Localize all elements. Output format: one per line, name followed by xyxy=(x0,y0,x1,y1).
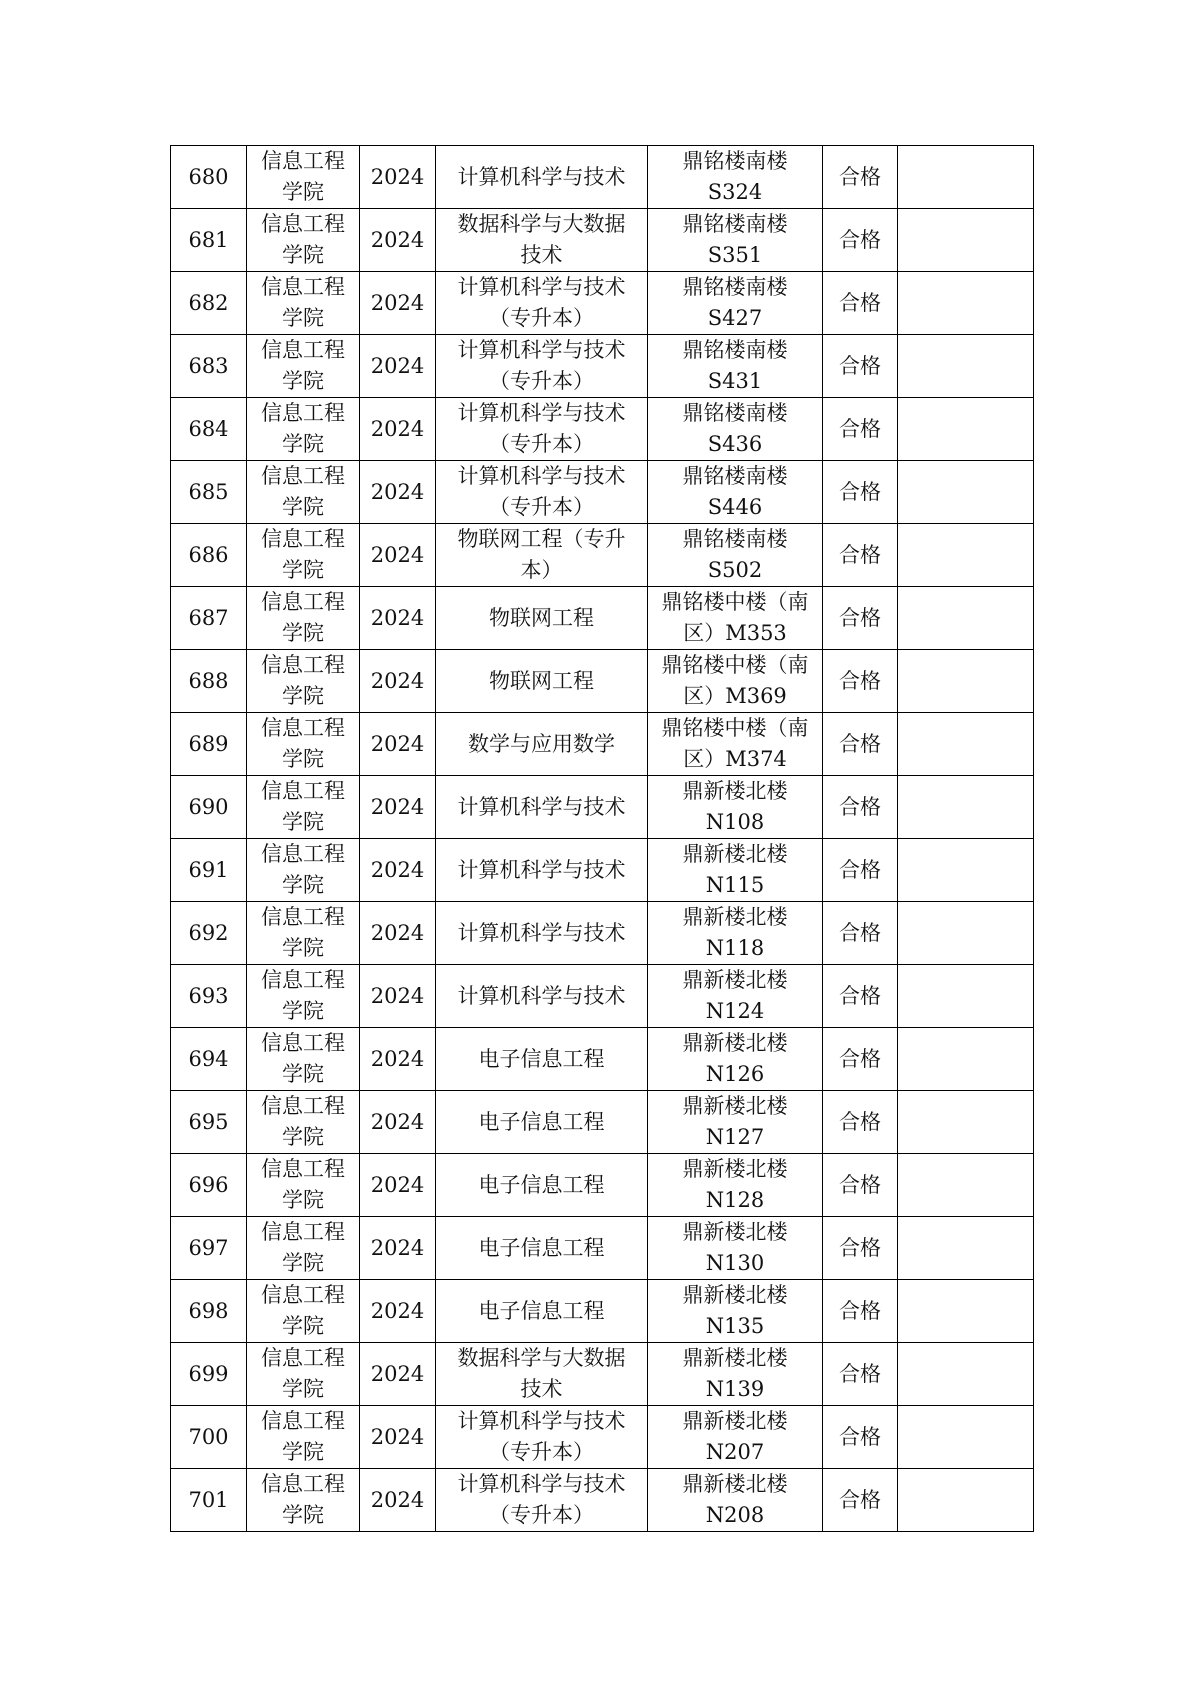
college-cell-line: 学院 xyxy=(282,1125,324,1149)
college-cell xyxy=(247,839,360,902)
remark-cell xyxy=(898,650,1034,713)
result-cell: 合格 xyxy=(823,524,898,587)
dorm-location-cell xyxy=(648,776,823,839)
table-row xyxy=(171,1154,1034,1217)
college-cell xyxy=(247,650,360,713)
dorm-location-cell-line: 鼎铭楼中楼（南 xyxy=(661,653,809,677)
year-cell: 2024 xyxy=(360,1091,436,1154)
result-cell: 合格 xyxy=(823,650,898,713)
year-cell: 2024 xyxy=(360,587,436,650)
dorm-location-cell-line: S427 xyxy=(707,306,763,330)
college-cell-line: 学院 xyxy=(282,747,324,771)
college-cell xyxy=(247,146,360,209)
remark-cell xyxy=(898,461,1034,524)
dorm-location-cell xyxy=(648,1343,823,1406)
dorm-location-cell-line: N128 xyxy=(705,1188,765,1212)
dorm-location-cell-line: S324 xyxy=(707,180,763,204)
college-cell xyxy=(247,209,360,272)
remark-cell xyxy=(898,1091,1034,1154)
college-cell-line: 学院 xyxy=(282,1251,324,1275)
college-cell-line: 学院 xyxy=(282,369,324,393)
dorm-location-cell xyxy=(648,1469,823,1532)
table-row xyxy=(171,1091,1034,1154)
major-cell xyxy=(436,1217,648,1280)
dorm-location-cell-line: S351 xyxy=(707,243,763,267)
year-cell: 2024 xyxy=(360,1406,436,1469)
remark-cell xyxy=(898,524,1034,587)
college-cell-line: 信息工程 xyxy=(261,212,345,236)
major-cell xyxy=(436,1154,648,1217)
dorm-location-cell xyxy=(648,1406,823,1469)
table-body xyxy=(171,146,1034,1532)
dorm-location-cell xyxy=(648,587,823,650)
dorm-location-cell xyxy=(648,209,823,272)
college-cell-line: 信息工程 xyxy=(261,1031,345,1055)
dorm-location-cell xyxy=(648,1028,823,1091)
college-cell-line: 学院 xyxy=(282,1503,324,1527)
major-cell-line: （专升本） xyxy=(489,1440,594,1464)
dorm-location-cell-line: 鼎新楼北楼 xyxy=(682,1157,788,1181)
row-number-cell: 680 xyxy=(171,146,247,209)
result-cell: 合格 xyxy=(823,272,898,335)
major-cell-line: 物联网工程 xyxy=(489,668,594,693)
college-cell xyxy=(247,524,360,587)
table-row xyxy=(171,272,1034,335)
row-number-cell: 685 xyxy=(171,461,247,524)
dorm-location-cell-line: N135 xyxy=(705,1314,765,1338)
college-cell-line: 学院 xyxy=(282,873,324,897)
major-cell xyxy=(436,209,648,272)
major-cell-line: 电子信息工程 xyxy=(478,1046,605,1071)
year-cell: 2024 xyxy=(360,650,436,713)
row-number-cell: 682 xyxy=(171,272,247,335)
dorm-location-cell-line: 鼎新楼北楼 xyxy=(682,1031,788,1055)
college-cell xyxy=(247,1343,360,1406)
result-cell: 合格 xyxy=(823,1217,898,1280)
table-row xyxy=(171,1406,1034,1469)
row-number-cell: 699 xyxy=(171,1343,247,1406)
row-number-cell: 688 xyxy=(171,650,247,713)
remark-cell xyxy=(898,398,1034,461)
major-cell-line: 计算机科学与技术 xyxy=(457,794,626,819)
year-cell: 2024 xyxy=(360,209,436,272)
major-cell-line: 计算机科学与技术 xyxy=(457,401,626,425)
college-cell-line: 信息工程 xyxy=(261,590,345,614)
remark-cell xyxy=(898,1469,1034,1532)
row-number-cell: 691 xyxy=(171,839,247,902)
year-cell: 2024 xyxy=(360,902,436,965)
dorm-location-cell xyxy=(648,1154,823,1217)
major-cell-line: 数据科学与大数据 xyxy=(457,1346,626,1370)
result-cell: 合格 xyxy=(823,839,898,902)
row-number-cell: 698 xyxy=(171,1280,247,1343)
major-cell-line: 物联网工程 xyxy=(489,605,594,630)
result-cell: 合格 xyxy=(823,461,898,524)
result-cell: 合格 xyxy=(823,209,898,272)
year-cell: 2024 xyxy=(360,1343,436,1406)
major-cell-line: 数学与应用数学 xyxy=(468,731,615,756)
college-cell-line: 学院 xyxy=(282,432,324,456)
major-cell-line: （专升本） xyxy=(489,369,594,393)
table-row xyxy=(171,398,1034,461)
table-row xyxy=(171,650,1034,713)
college-cell-line: 信息工程 xyxy=(261,338,345,362)
college-cell-line: 信息工程 xyxy=(261,1409,345,1433)
major-cell xyxy=(436,839,648,902)
major-cell-line: （专升本） xyxy=(489,432,594,456)
dorm-location-cell-line: 鼎新楼北楼 xyxy=(682,842,788,866)
dorm-location-cell-line: 鼎铭楼南楼 xyxy=(682,527,788,551)
year-cell: 2024 xyxy=(360,461,436,524)
table-row xyxy=(171,1469,1034,1532)
college-cell-line: 信息工程 xyxy=(261,716,345,740)
major-cell-line: 技术 xyxy=(520,1377,563,1401)
major-cell xyxy=(436,1280,648,1343)
college-cell-line: 信息工程 xyxy=(261,842,345,866)
dorm-location-cell-line: 鼎铭楼南楼 xyxy=(682,401,788,425)
year-cell: 2024 xyxy=(360,524,436,587)
dorm-location-cell xyxy=(648,524,823,587)
college-cell-line: 信息工程 xyxy=(261,905,345,929)
dorm-location-cell xyxy=(648,335,823,398)
remark-cell xyxy=(898,1406,1034,1469)
remark-cell xyxy=(898,272,1034,335)
major-cell-line: 计算机科学与技术 xyxy=(457,1472,626,1496)
college-cell-line: 信息工程 xyxy=(261,1220,345,1244)
result-cell: 合格 xyxy=(823,1028,898,1091)
major-cell xyxy=(436,398,648,461)
dorm-location-cell-line: 鼎新楼北楼 xyxy=(682,905,788,929)
college-cell-line: 学院 xyxy=(282,180,324,204)
major-cell-line: 计算机科学与技术 xyxy=(457,983,626,1008)
college-cell-line: 信息工程 xyxy=(261,653,345,677)
dorm-location-cell-line: 鼎新楼北楼 xyxy=(682,1220,788,1244)
remark-cell xyxy=(898,1154,1034,1217)
dorm-location-cell xyxy=(648,1091,823,1154)
year-cell: 2024 xyxy=(360,1028,436,1091)
college-cell xyxy=(247,902,360,965)
result-cell: 合格 xyxy=(823,713,898,776)
dorm-location-cell xyxy=(648,650,823,713)
college-cell-line: 学院 xyxy=(282,810,324,834)
table-row xyxy=(171,1028,1034,1091)
remark-cell xyxy=(898,209,1034,272)
major-cell-line: 计算机科学与技术 xyxy=(457,275,626,299)
major-cell-line: 电子信息工程 xyxy=(478,1109,605,1134)
major-cell xyxy=(436,1091,648,1154)
college-cell xyxy=(247,713,360,776)
remark-cell xyxy=(898,776,1034,839)
major-cell-line: 技术 xyxy=(520,243,563,267)
college-cell-line: 学院 xyxy=(282,621,324,645)
dorm-location-cell-line: 鼎铭楼南楼 xyxy=(682,338,788,362)
result-cell: 合格 xyxy=(823,146,898,209)
dorm-location-cell xyxy=(648,839,823,902)
result-cell: 合格 xyxy=(823,902,898,965)
major-cell xyxy=(436,272,648,335)
row-number-cell: 684 xyxy=(171,398,247,461)
year-cell: 2024 xyxy=(360,146,436,209)
table-row xyxy=(171,146,1034,209)
major-cell-line: 电子信息工程 xyxy=(478,1172,605,1197)
dorm-location-cell xyxy=(648,1217,823,1280)
dorm-location-cell-line: 鼎铭楼南楼 xyxy=(682,275,788,299)
college-cell-line: 学院 xyxy=(282,1188,324,1212)
major-cell-line: 计算机科学与技术 xyxy=(457,164,626,189)
college-cell xyxy=(247,1028,360,1091)
year-cell: 2024 xyxy=(360,335,436,398)
major-cell xyxy=(436,965,648,1028)
dorm-location-cell-line: N139 xyxy=(705,1377,765,1401)
row-number-cell: 689 xyxy=(171,713,247,776)
college-cell xyxy=(247,335,360,398)
dorm-location-cell-line: 鼎新楼北楼 xyxy=(682,1094,788,1118)
dorm-location-cell-line: N115 xyxy=(705,873,765,897)
college-cell-line: 信息工程 xyxy=(261,968,345,992)
dorm-location-cell-line: 鼎铭楼南楼 xyxy=(682,464,788,488)
major-cell xyxy=(436,1343,648,1406)
college-cell-line: 信息工程 xyxy=(261,527,345,551)
dorm-location-cell-line: 鼎铭楼南楼 xyxy=(682,212,788,236)
college-cell xyxy=(247,1154,360,1217)
year-cell: 2024 xyxy=(360,1469,436,1532)
dorm-location-cell-line: 区）M353 xyxy=(683,621,787,645)
college-cell-line: 信息工程 xyxy=(261,275,345,299)
dorm-location-cell-line: 区）M369 xyxy=(683,684,787,708)
college-cell xyxy=(247,587,360,650)
college-cell-line: 信息工程 xyxy=(261,464,345,488)
dorm-location-cell-line: 鼎新楼北楼 xyxy=(682,968,788,992)
college-cell xyxy=(247,1406,360,1469)
college-cell xyxy=(247,965,360,1028)
college-cell-line: 信息工程 xyxy=(261,1283,345,1307)
table-row xyxy=(171,335,1034,398)
remark-cell xyxy=(898,713,1034,776)
table-row xyxy=(171,965,1034,1028)
college-cell-line: 学院 xyxy=(282,1377,324,1401)
college-cell-line: 学院 xyxy=(282,1314,324,1338)
remark-cell xyxy=(898,965,1034,1028)
dorm-location-cell-line: 鼎新楼北楼 xyxy=(682,1283,788,1307)
table-row xyxy=(171,839,1034,902)
college-cell-line: 信息工程 xyxy=(261,149,345,173)
row-number-cell: 681 xyxy=(171,209,247,272)
major-cell-line: （专升本） xyxy=(489,1503,594,1527)
college-cell xyxy=(247,461,360,524)
dorm-location-cell xyxy=(648,1280,823,1343)
result-cell: 合格 xyxy=(823,1280,898,1343)
table-row xyxy=(171,1280,1034,1343)
result-cell: 合格 xyxy=(823,398,898,461)
major-cell xyxy=(436,1406,648,1469)
college-cell-line: 学院 xyxy=(282,936,324,960)
dorm-location-cell-line: N207 xyxy=(705,1440,765,1464)
dorm-location-cell-line: 鼎铭楼中楼（南 xyxy=(661,590,809,614)
row-number-cell: 693 xyxy=(171,965,247,1028)
college-cell-line: 学院 xyxy=(282,684,324,708)
table-row xyxy=(171,1217,1034,1280)
remark-cell xyxy=(898,1217,1034,1280)
college-cell-line: 信息工程 xyxy=(261,401,345,425)
college-cell xyxy=(247,1469,360,1532)
table-row xyxy=(171,902,1034,965)
year-cell: 2024 xyxy=(360,839,436,902)
remark-cell xyxy=(898,335,1034,398)
college-cell-line: 学院 xyxy=(282,306,324,330)
college-cell xyxy=(247,776,360,839)
dorm-location-cell-line: 鼎新楼北楼 xyxy=(682,1472,788,1496)
result-cell: 合格 xyxy=(823,1091,898,1154)
dorm-location-cell-line: N126 xyxy=(705,1062,765,1086)
dorm-location-cell-line: 区）M374 xyxy=(683,747,787,771)
college-cell xyxy=(247,1280,360,1343)
remark-cell xyxy=(898,1028,1034,1091)
year-cell: 2024 xyxy=(360,1154,436,1217)
dorm-location-cell-line: 鼎铭楼南楼 xyxy=(682,149,788,173)
college-cell-line: 信息工程 xyxy=(261,1094,345,1118)
remark-cell xyxy=(898,902,1034,965)
year-cell: 2024 xyxy=(360,1280,436,1343)
dorm-location-cell xyxy=(648,272,823,335)
row-number-cell: 692 xyxy=(171,902,247,965)
college-cell-line: 信息工程 xyxy=(261,1157,345,1181)
table-row xyxy=(171,587,1034,650)
major-cell xyxy=(436,650,648,713)
remark-cell xyxy=(898,1280,1034,1343)
row-number-cell: 683 xyxy=(171,335,247,398)
remark-cell xyxy=(898,1343,1034,1406)
table-row xyxy=(171,776,1034,839)
table-row xyxy=(171,713,1034,776)
table-row xyxy=(171,524,1034,587)
dorm-location-cell-line: N124 xyxy=(705,999,765,1023)
college-cell xyxy=(247,1091,360,1154)
dorm-location-cell-line: 鼎新楼北楼 xyxy=(682,779,788,803)
dorm-location-cell xyxy=(648,146,823,209)
dorm-location-cell-line: N130 xyxy=(705,1251,765,1275)
major-cell-line: 计算机科学与技术 xyxy=(457,920,626,945)
row-number-cell: 686 xyxy=(171,524,247,587)
dorm-location-cell-line: S502 xyxy=(707,558,763,582)
row-number-cell: 695 xyxy=(171,1091,247,1154)
major-cell xyxy=(436,902,648,965)
result-cell: 合格 xyxy=(823,587,898,650)
dorm-location-cell xyxy=(648,461,823,524)
result-cell: 合格 xyxy=(823,1469,898,1532)
college-cell xyxy=(247,1217,360,1280)
row-number-cell: 694 xyxy=(171,1028,247,1091)
major-cell xyxy=(436,1469,648,1532)
major-cell-line: 电子信息工程 xyxy=(478,1298,605,1323)
major-cell-line: （专升本） xyxy=(489,306,594,330)
college-cell-line: 学院 xyxy=(282,1440,324,1464)
major-cell-line: 计算机科学与技术 xyxy=(457,338,626,362)
college-cell-line: 学院 xyxy=(282,243,324,267)
dorm-location-cell-line: N118 xyxy=(705,936,765,960)
remark-cell xyxy=(898,587,1034,650)
college-cell-line: 学院 xyxy=(282,495,324,519)
major-cell-line: 计算机科学与技术 xyxy=(457,1409,626,1433)
college-cell-line: 信息工程 xyxy=(261,779,345,803)
year-cell: 2024 xyxy=(360,272,436,335)
result-cell: 合格 xyxy=(823,1343,898,1406)
year-cell: 2024 xyxy=(360,398,436,461)
row-number-cell: 687 xyxy=(171,587,247,650)
result-cell: 合格 xyxy=(823,776,898,839)
college-cell xyxy=(247,398,360,461)
college-cell-line: 信息工程 xyxy=(261,1346,345,1370)
dorm-location-cell-line: N208 xyxy=(705,1503,765,1527)
major-cell-line: 物联网工程（专升 xyxy=(457,527,626,551)
row-number-cell: 690 xyxy=(171,776,247,839)
major-cell xyxy=(436,776,648,839)
dorm-location-cell-line: 鼎新楼北楼 xyxy=(682,1346,788,1370)
table-row xyxy=(171,1343,1034,1406)
dorm-location-cell-line: S446 xyxy=(707,495,763,519)
dorm-location-cell xyxy=(648,713,823,776)
inspection-table xyxy=(170,145,1034,1532)
row-number-cell: 696 xyxy=(171,1154,247,1217)
dorm-location-cell-line: 鼎铭楼中楼（南 xyxy=(661,716,809,740)
year-cell: 2024 xyxy=(360,965,436,1028)
college-cell-line: 信息工程 xyxy=(261,1472,345,1496)
college-cell-line: 学院 xyxy=(282,999,324,1023)
major-cell-line: （专升本） xyxy=(489,495,594,519)
dorm-location-cell-line: N127 xyxy=(705,1125,765,1149)
result-cell: 合格 xyxy=(823,1154,898,1217)
major-cell xyxy=(436,335,648,398)
dorm-location-cell-line: N108 xyxy=(705,810,765,834)
year-cell: 2024 xyxy=(360,1217,436,1280)
major-cell-line: 本） xyxy=(520,558,563,582)
major-cell xyxy=(436,587,648,650)
major-cell xyxy=(436,713,648,776)
major-cell-line: 电子信息工程 xyxy=(478,1235,605,1260)
major-cell-line: 数据科学与大数据 xyxy=(457,212,626,236)
college-cell-line: 学院 xyxy=(282,558,324,582)
year-cell: 2024 xyxy=(360,776,436,839)
college-cell-line: 学院 xyxy=(282,1062,324,1086)
dorm-location-cell xyxy=(648,398,823,461)
row-number-cell: 700 xyxy=(171,1406,247,1469)
dorm-location-cell-line: S436 xyxy=(707,432,763,456)
dorm-location-cell xyxy=(648,902,823,965)
college-cell xyxy=(247,272,360,335)
major-cell-line: 计算机科学与技术 xyxy=(457,464,626,488)
major-cell xyxy=(436,1028,648,1091)
table-row xyxy=(171,209,1034,272)
result-cell: 合格 xyxy=(823,1406,898,1469)
dorm-location-cell xyxy=(648,965,823,1028)
major-cell-line: 计算机科学与技术 xyxy=(457,857,626,882)
major-cell xyxy=(436,461,648,524)
remark-cell xyxy=(898,146,1034,209)
dorm-location-cell-line: 鼎新楼北楼 xyxy=(682,1409,788,1433)
major-cell xyxy=(436,524,648,587)
year-cell: 2024 xyxy=(360,713,436,776)
row-number-cell: 697 xyxy=(171,1217,247,1280)
result-cell: 合格 xyxy=(823,335,898,398)
major-cell xyxy=(436,146,648,209)
result-cell: 合格 xyxy=(823,965,898,1028)
row-number-cell: 701 xyxy=(171,1469,247,1532)
table-row xyxy=(171,461,1034,524)
remark-cell xyxy=(898,839,1034,902)
dorm-location-cell-line: S431 xyxy=(707,369,763,393)
